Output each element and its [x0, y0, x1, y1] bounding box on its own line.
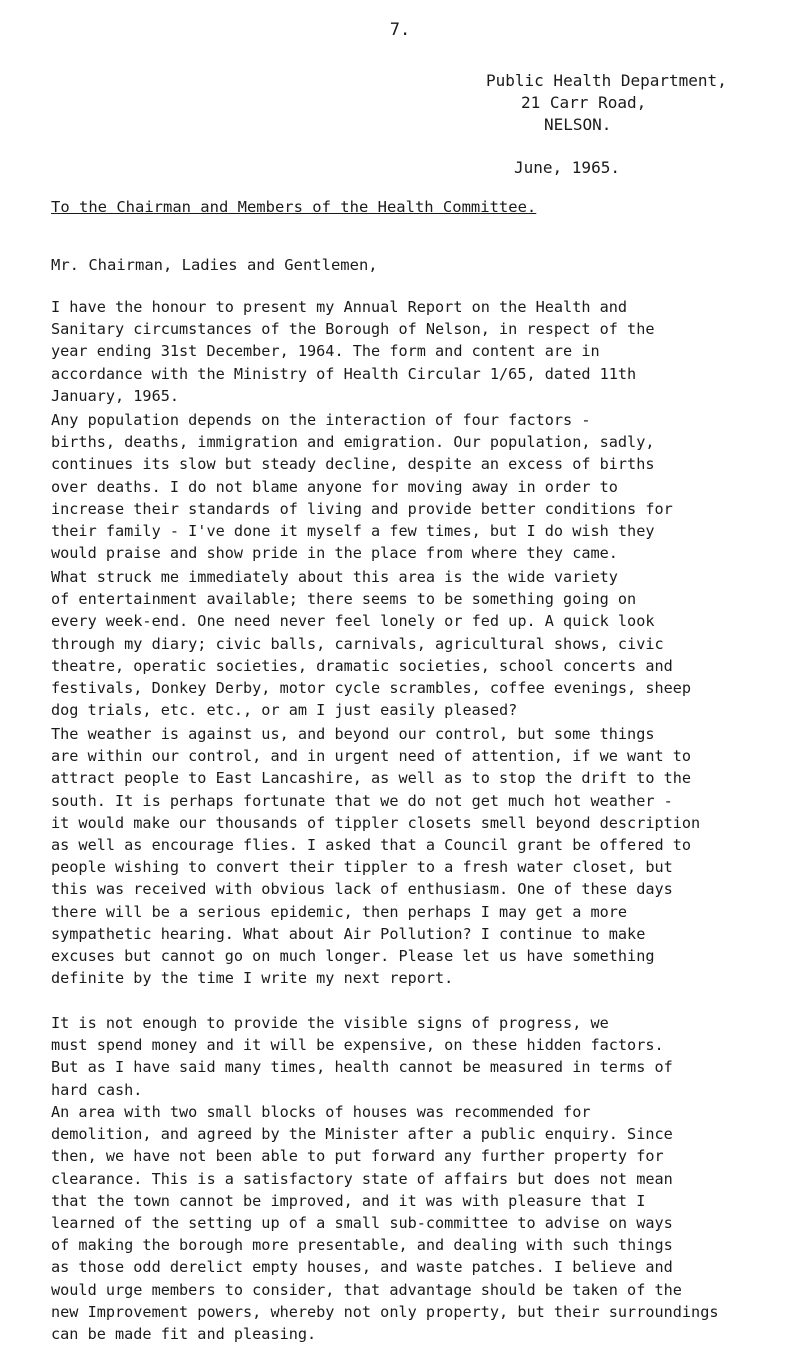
paragraph-line: theatre, operatic societies, dramatic societies, school concerts and: [51, 656, 673, 675]
paragraph-line: as those odd derelict empty houses, and waste patches. I believe and: [51, 1258, 673, 1277]
paragraph-line: of making the borough more presentable, and dealing with such things: [51, 1236, 673, 1255]
paragraph-line: people wishing to convert their tippler to a fresh water closet, but: [51, 858, 673, 877]
paragraph-line: are within our control, and in urgent need of attention, if we want to: [51, 747, 692, 766]
address-department: Public Health Department,: [486, 71, 727, 90]
paragraph-line: excuses but cannot go on much longer. Please let us have something: [51, 947, 655, 966]
paragraph-line: their family - I've done it myself a few times, but I do wish they: [51, 522, 655, 541]
paragraph-line: would urge members to consider, that advantage should be taken of the: [51, 1280, 682, 1299]
paragraph-line: sympathetic hearing. What about Air Pollution? I continue to make: [51, 924, 646, 943]
paragraph-entertainment: [51, 566, 796, 721]
paragraph-line: must spend money and it will be expensive, on these hidden factors.: [51, 1036, 664, 1055]
paragraph-line: January, 1965.: [51, 386, 180, 405]
paragraph-weather: [51, 723, 796, 989]
paragraph-line: that the town cannot be improved, and it was with pleasure that I: [51, 1191, 646, 1210]
paragraph-line: of entertainment available; there seems to be something going on: [51, 590, 637, 609]
paragraph-line: attract people to East Lancashire, as well as to stop the drift to the: [51, 769, 692, 788]
paragraph-demolition: [51, 1101, 796, 1345]
paragraph-line: there will be a serious epidemic, then perhaps I may get a more: [51, 902, 628, 921]
paragraph-line: every week-end. One need never feel lonely or fed up. A quick look: [51, 612, 655, 631]
paragraph-line: continues its slow but steady decline, despite an excess of births: [51, 455, 655, 474]
paragraph-line: south. It is perhaps fortunate that we do not get much hot weather -: [51, 791, 673, 810]
salutation: Mr. Chairman, Ladies and Gentlemen,: [51, 256, 378, 274]
paragraph-line: it would make our thousands of tippler closets smell beyond description: [51, 813, 701, 832]
paragraph-line: But as I have said many times, health cannot be measured in terms of: [51, 1058, 673, 1077]
paragraph-line: What struck me immediately about this area is the wide variety: [51, 568, 618, 586]
paragraph-line: clearance. This is a satisfactory state of affairs but does not mean: [51, 1169, 673, 1188]
paragraph-line: then, we have not been able to put forward any further property for: [51, 1147, 664, 1166]
paragraph-line: The weather is against us, and beyond our control, but some things: [51, 725, 655, 743]
paragraph-line: as well as encourage flies. I asked that a Council grant be offered to: [51, 836, 692, 855]
paragraph-line: dog trials, etc. etc., or am I just easily pleased?: [51, 701, 518, 720]
paragraph-line: I have the honour to present my Annual Report on the Health and: [51, 298, 628, 316]
paragraph-introduction: [51, 296, 796, 407]
paragraph-line: An area with two small blocks of houses was recommended for: [51, 1103, 591, 1121]
paragraph-line: through my diary; civic balls, carnivals, agricultural shows, civic: [51, 634, 664, 653]
paragraph-line: would praise and show pride in the place from where they came.: [51, 544, 618, 563]
paragraph-line: births, deaths, immigration and emigration. Our population, sadly,: [51, 433, 655, 452]
paragraph-line: accordance with the Ministry of Health Circular 1/65, dated 11th: [51, 364, 637, 383]
paragraph-progress: [51, 1012, 796, 1101]
paragraph-line: learned of the setting up of a small sub-committee to advise on ways: [51, 1214, 673, 1233]
paragraph-line: year ending 31st December, 1964. The form and content are in: [51, 342, 600, 361]
paragraph-line: over deaths. I do not blame anyone for moving away in order to: [51, 477, 618, 496]
paragraph-line: demolition, and agreed by the Minister after a public enquiry. Since: [51, 1125, 673, 1144]
letter-date: June, 1965.: [514, 158, 620, 177]
paragraph-line: new Improvement powers, whereby not only property, but their surroundings: [51, 1302, 719, 1321]
paragraph-line: Sanitary circumstances of the Borough of Nelson, in respect of the: [51, 320, 655, 339]
paragraph-line: hard cash.: [51, 1080, 143, 1099]
paragraph-line: It is not enough to provide the visible signs of progress, we: [51, 1014, 609, 1032]
paragraph-line: Any population depends on the interaction of four factors -: [51, 411, 591, 429]
paragraph-line: increase their standards of living and provide better conditions for: [51, 499, 673, 518]
letterhead-address: [486, 70, 727, 136]
addressee-heading: To the Chairman and Members of the Health Committee.: [51, 198, 537, 216]
page-number: 7.: [389, 20, 411, 40]
paragraph-line: can be made fit and pleasing.: [51, 1325, 317, 1344]
paragraph-population: [51, 409, 796, 564]
address-town: NELSON.: [544, 115, 612, 134]
paragraph-line: festivals, Donkey Derby, motor cycle scrambles, coffee evenings, sheep: [51, 679, 692, 698]
address-street: 21 Carr Road,: [521, 93, 647, 112]
paragraph-line: this was received with obvious lack of enthusiasm. One of these days: [51, 880, 673, 899]
paragraph-line: definite by the time I write my next report.: [51, 969, 454, 988]
